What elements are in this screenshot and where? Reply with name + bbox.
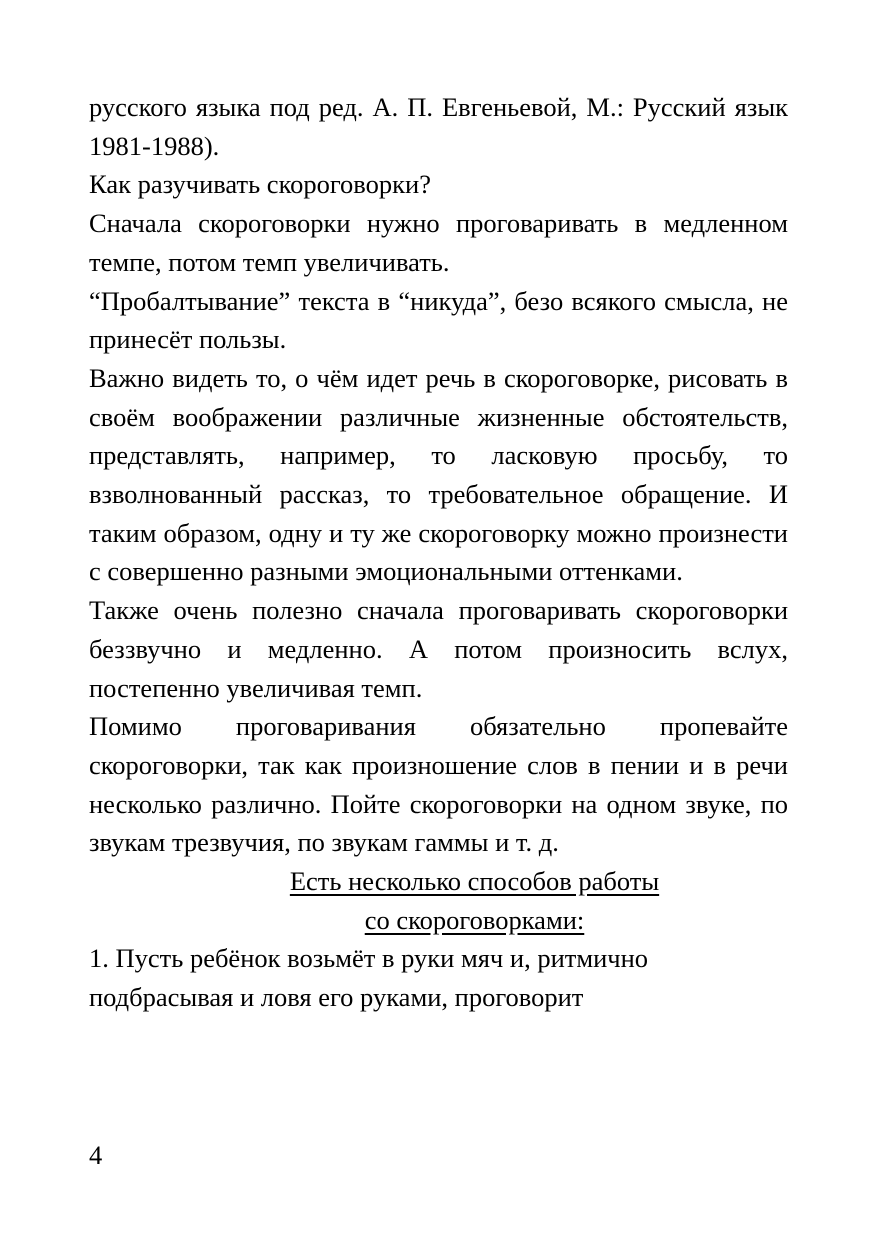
document-page [89, 88, 788, 1017]
list-item: 1. Пусть ребёнок возьмёт в руки мяч и, ритмично подбрасывая и ловя его руками, проговорит [89, 943, 649, 1013]
section-heading [89, 862, 788, 939]
page-number: 4 [89, 1140, 103, 1170]
section-heading-line-2: со скороговорками: [364, 904, 585, 935]
paragraph-babbling: “Пробалтывание” текста в “никуда”, безо всякого смысла, не принесёт пользы. [89, 285, 788, 355]
paragraph-dictionary-reference: русского языка под ред. А. П. Евгеньевой, М.: Русский язык 1981-1988). [89, 92, 788, 161]
section-heading-line-1: Есть несколько способов работы [289, 866, 660, 897]
paragraph-how-to-learn: Как разучивать скороговорки? [89, 169, 431, 200]
paragraph-singing: Помимо проговаривания обязательно пропевайте скороговорки, так как произношение слов в пении и в речи несколько различно. Пойте скороговорки на одном звуке, по звукам трезвучия, по звукам гаммы и т. д. [89, 711, 788, 858]
paragraph-slow-tempo: Сначала скороговорки нужно проговаривать в медленном темпе, потом темп увеличивать. [89, 208, 788, 277]
paragraph-imagination: Важно видеть то, о чём идет речь в скороговорке, рисовать в своём воображении различные жизненные обстоятельств, представлять, например, то ласковую просьбу, то взволнованный рассказ, то требовательное обращение. И таким образом, одну и ту же скороговорку можно произнести с совершенно разными эмоциональными оттенками. [89, 362, 788, 587]
paragraph-silent-practice: Также очень полезно сначала проговаривать скороговорки беззвучно и медленно. А потом произносить вслух, постепенно увеличивая темп. [89, 595, 788, 703]
